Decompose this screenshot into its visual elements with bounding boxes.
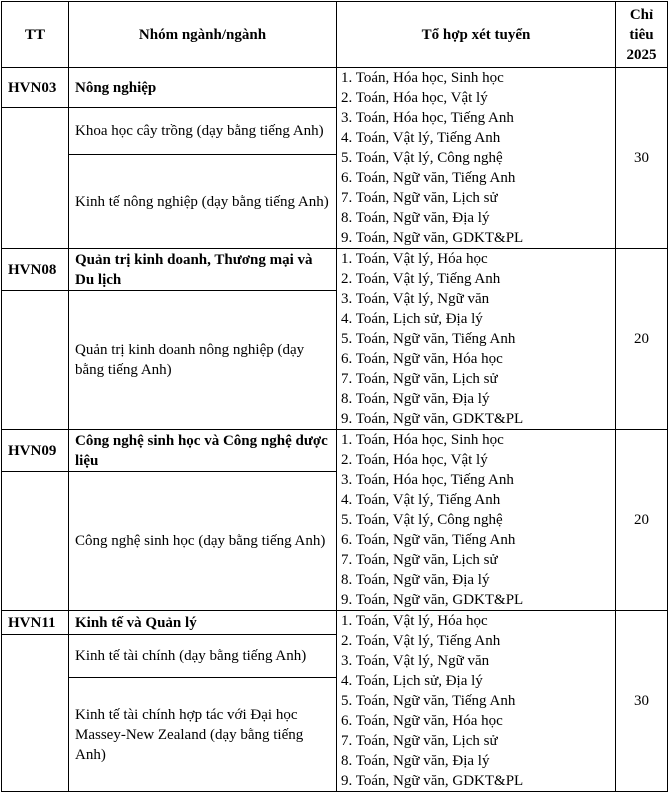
header-combo: Tổ hợp xét tuyển [337, 2, 616, 68]
major-name: Kinh tế nông nghiệp (dạy bằng tiếng Anh) [69, 155, 337, 249]
combo-item: 1. Toán, Vật lý, Hóa học [341, 251, 488, 267]
combo-item: 4. Toán, Vật lý, Tiếng Anh [341, 130, 501, 146]
combo-item: 2. Toán, Hóa học, Vật lý [341, 90, 488, 106]
combo-item: 9. Toán, Ngữ văn, GDKT&PL [341, 592, 524, 608]
combo-item: 2. Toán, Vật lý, Tiếng Anh [341, 271, 501, 287]
major-name: Quản trị kinh doanh nông nghiệp (dạy bằng tiếng Anh) [69, 291, 337, 430]
group-name: Công nghệ sinh học và Công nghệ dược liệu [69, 430, 337, 472]
major-name: Kinh tế tài chính hợp tác với Đại học Massey-New Zealand (dạy bằng tiếng Anh) [69, 678, 337, 792]
group-code: HVN11 [2, 611, 69, 635]
combo-item: 5. Toán, Ngữ văn, Tiếng Anh [341, 331, 516, 347]
quota-value: 20 [616, 430, 668, 611]
combo-item: 4. Toán, Lịch sử, Địa lý [341, 673, 483, 689]
combo-item: 3. Toán, Hóa học, Tiếng Anh [341, 110, 514, 126]
quota-value: 30 [616, 68, 668, 249]
group-code: HVN09 [2, 430, 69, 472]
combo-item: 2. Toán, Vật lý, Tiếng Anh [341, 633, 501, 649]
group-code: HVN08 [2, 249, 69, 291]
header-quota-line3: 2025 [626, 46, 657, 63]
combo-item: 7. Toán, Ngữ văn, Lịch sử [341, 371, 498, 387]
header-quota-line2: tiêu [629, 26, 654, 43]
combo-list [337, 430, 616, 611]
combo-item: 5. Toán, Vật lý, Công nghệ [341, 150, 503, 166]
combo-item: 3. Toán, Vật lý, Ngữ văn [341, 653, 490, 669]
header-quota-line1: Chỉ [629, 6, 654, 23]
quota-value: 20 [616, 249, 668, 430]
group-row-hvn11 [2, 611, 668, 635]
combo-item: 6. Toán, Ngữ văn, Hóa học [341, 351, 503, 367]
combo-item: 7. Toán, Ngữ văn, Lịch sử [341, 552, 498, 568]
header-row [2, 2, 668, 68]
combo-item: 9. Toán, Ngữ văn, GDKT&PL [341, 230, 524, 246]
group-row-hvn09 [2, 430, 668, 472]
combo-item: 3. Toán, Vật lý, Ngữ văn [341, 291, 490, 307]
admission-table [1, 1, 668, 792]
group-name: Nông nghiệp [69, 68, 337, 108]
combo-item: 8. Toán, Ngữ văn, Địa lý [341, 572, 490, 588]
combo-item: 4. Toán, Vật lý, Tiếng Anh [341, 492, 501, 508]
combo-item: 8. Toán, Ngữ văn, Địa lý [341, 753, 490, 769]
combo-item: 6. Toán, Ngữ văn, Hóa học [341, 713, 503, 729]
quota-value: 30 [616, 611, 668, 792]
header-quota [616, 2, 668, 68]
header-group: Nhóm ngành/ngành [69, 2, 337, 68]
combo-item: 5. Toán, Ngữ văn, Tiếng Anh [341, 693, 516, 709]
combo-item: 9. Toán, Ngữ văn, GDKT&PL [341, 773, 524, 789]
combo-item: 1. Toán, Hóa học, Sinh học [341, 70, 504, 86]
combo-list [337, 249, 616, 430]
combo-item: 1. Toán, Vật lý, Hóa học [341, 613, 488, 629]
combo-item: 3. Toán, Hóa học, Tiếng Anh [341, 472, 514, 488]
group-row-hvn08 [2, 249, 668, 291]
major-name: Công nghệ sinh học (dạy bằng tiếng Anh) [69, 472, 337, 611]
combo-item: 7. Toán, Ngữ văn, Lịch sử [341, 190, 498, 206]
major-name: Khoa học cây trồng (dạy bằng tiếng Anh) [69, 108, 337, 155]
combo-item: 9. Toán, Ngữ văn, GDKT&PL [341, 411, 524, 427]
major-name: Kinh tế tài chính (dạy bằng tiếng Anh) [69, 635, 337, 678]
combo-list [337, 68, 616, 249]
group-code: HVN03 [2, 68, 69, 108]
combo-item: 7. Toán, Ngữ văn, Lịch sử [341, 733, 498, 749]
combo-item: 6. Toán, Ngữ văn, Tiếng Anh [341, 532, 516, 548]
combo-item: 8. Toán, Ngữ văn, Địa lý [341, 391, 490, 407]
group-name: Kinh tế và Quản lý [69, 611, 337, 635]
group-name: Quản trị kinh doanh, Thương mại và Du lịch [69, 249, 337, 291]
combo-item: 2. Toán, Hóa học, Vật lý [341, 452, 488, 468]
combo-list [337, 611, 616, 792]
group-row-hvn03 [2, 68, 668, 108]
header-tt: TT [2, 2, 69, 68]
combo-item: 5. Toán, Vật lý, Công nghệ [341, 512, 503, 528]
combo-item: 4. Toán, Lịch sử, Địa lý [341, 311, 483, 327]
combo-item: 6. Toán, Ngữ văn, Tiếng Anh [341, 170, 516, 186]
combo-item: 8. Toán, Ngữ văn, Địa lý [341, 210, 490, 226]
combo-item: 1. Toán, Hóa học, Sinh học [341, 432, 504, 448]
